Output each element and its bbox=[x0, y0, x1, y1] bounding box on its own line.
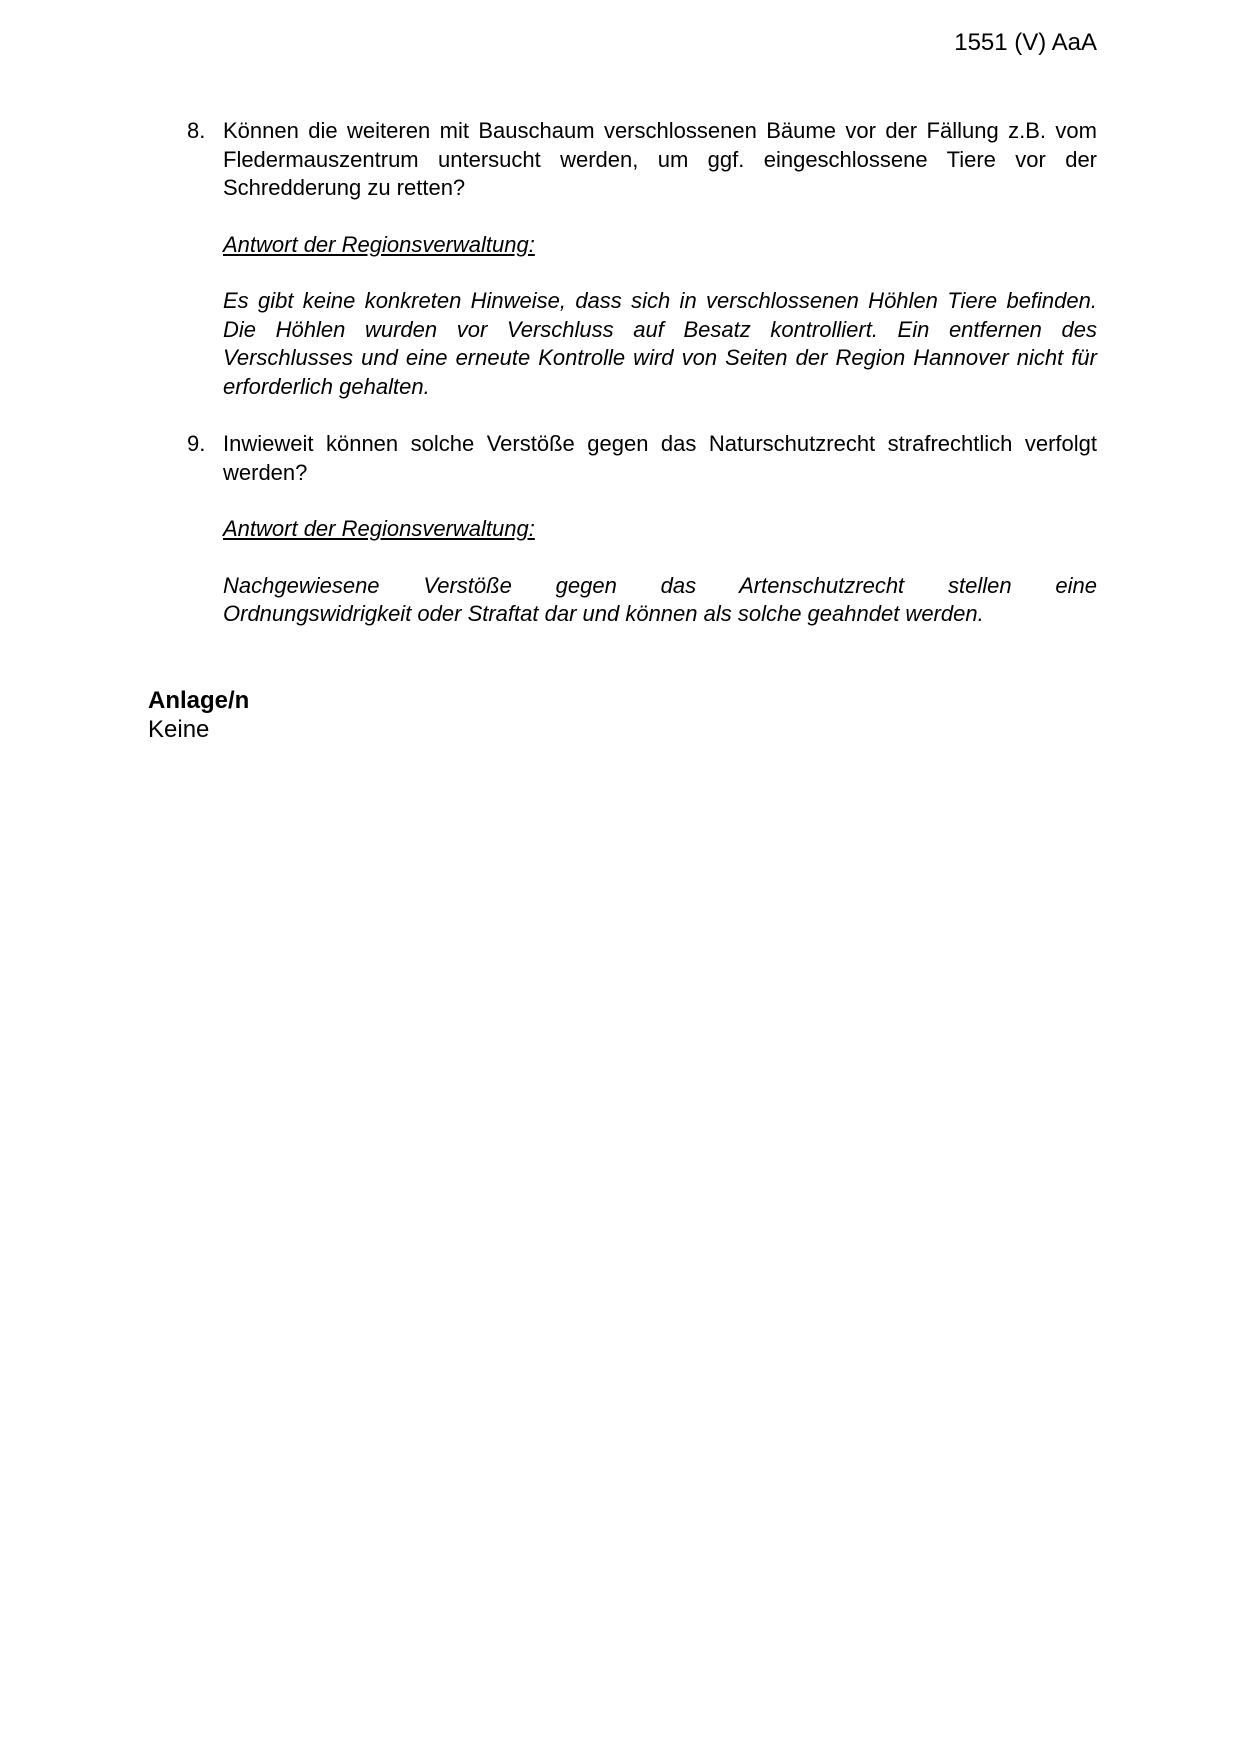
answer-text-line-1: Nachgewiesene Verstöße gegen das Artenschutzrecht stellen eine bbox=[223, 572, 1097, 598]
answer-label: Antwort der Regionsverwaltung: bbox=[223, 516, 535, 541]
item-number: 8. bbox=[187, 118, 206, 143]
item-number: 9. bbox=[187, 431, 206, 456]
question-item-9 bbox=[187, 430, 1097, 629]
answer-text-line-2: Ordnungswidrigkeit oder Straftat dar und können als solche geahndet werden. bbox=[223, 601, 984, 626]
attachments-title: Anlage/n bbox=[148, 687, 250, 714]
question-text: Können die weiteren mit Bauschaum verschlossenen Bäume vor der Fällung z.B. vom Fledermauszentrum untersucht werden, um ggf. eingeschlossene Tiere vor der Schredderung zu retten? bbox=[223, 118, 1097, 200]
attachments-value: Keine bbox=[148, 716, 210, 743]
document-reference: 1551 (V) AaA bbox=[954, 29, 1097, 56]
question-item-8 bbox=[187, 117, 1097, 401]
attachments-section bbox=[148, 686, 249, 744]
item-body bbox=[223, 430, 1097, 629]
question-text: Inwieweit können solche Verstöße gegen das Naturschutzrecht strafrechtlich verfolgt werden? bbox=[223, 431, 1097, 485]
item-body bbox=[223, 117, 1097, 401]
answer-text: Es gibt keine konkreten Hinweise, dass sich in verschlossenen Höhlen Tiere befinden. Die Höhlen wurden vor Verschluss auf Besatz kontrolliert. Ein entfernen des Verschlusses und eine erneute Kontrolle wird von Seiten der Region Hannover nicht für erforderlich gehalten. bbox=[223, 288, 1097, 399]
answer-label: Antwort der Regionsverwaltung: bbox=[223, 231, 535, 257]
